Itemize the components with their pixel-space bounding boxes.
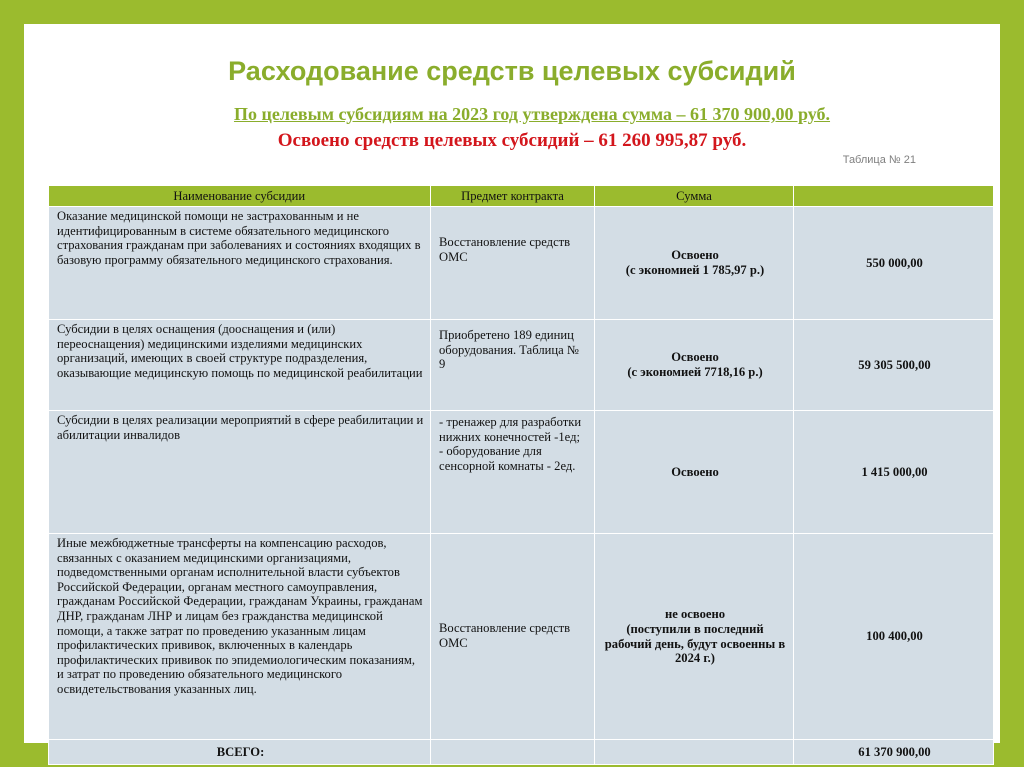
subsidy-name-cell: Субсидии в целях оснащения (дооснащения и (или) переоснащения) медицинскими изделиями медицинских организаций, имеющих в своей структуре подразделения, оказывающие медицинскую помощь по медицинской реабилитации [49, 320, 431, 411]
contract-subject-cell [431, 411, 595, 534]
status-cell [595, 320, 794, 411]
amount-cell: 59 305 500,00 [794, 320, 994, 411]
amount-cell: 100 400,00 [794, 534, 994, 740]
status-text: не освоено (поступили в последний рабочий день, будут освоенны в 2024 г.) [604, 607, 786, 666]
status-cell [595, 207, 794, 320]
total-row [49, 740, 994, 765]
page-title: Расходование средств целевых субсидий [228, 56, 796, 86]
approved-amount-subtitle: По целевым субсидиям на 2023 год утверждена сумма – 61 370 900,00 руб. [233, 104, 831, 124]
status-cell [595, 534, 794, 740]
table-row [49, 411, 994, 534]
spent-amount-subtitle: Освоено средств целевых субсидий – 61 260 995,87 руб. [277, 130, 747, 151]
subsidy-name-cell: Иные межбюджетные трансферты на компенсацию расходов, связанных с оказанием медицинскими организациями, подведомственными органам исполнительной власти субъектов Российской Федерации, органам местного самоуправления, гражданам Российской Федерации, гражданам Украины, гражданам ДНР, гражданам ЛНР и лицам без гражданства медицинской помощи, а также затрат по проведению указанным лицам профилактических прививок, включенных в календарь профилактических прививок по эпидемиологическим показаниям, и затрат по проведению обязательного медицинского освидетельствования указанных лиц. [49, 534, 431, 740]
contract-subject-text: - тренажер для разработки нижних конечностей -1ед; - оборудование для сенсорной комнаты - 2ед. [439, 415, 582, 473]
total-empty-cell [595, 740, 794, 765]
table-header-row [49, 186, 994, 207]
total-empty-cell [431, 740, 595, 765]
amount-cell: 1 415 000,00 [794, 411, 994, 534]
status-text: Освоено (с экономией 1 785,97 р.) [625, 248, 765, 277]
total-amount: 61 370 900,00 [794, 740, 994, 765]
header-sum: Сумма [595, 186, 794, 207]
contract-subject-cell: Восстановление средств ОМС [431, 207, 595, 320]
contract-subject-cell: Приобретено 189 единиц оборудования. Таблица № 9 [431, 320, 595, 411]
subsidies-table [48, 186, 994, 765]
table-row [49, 320, 994, 411]
status-text: Освоено (с экономией 7718,16 р.) [627, 350, 763, 379]
table-row [49, 207, 994, 320]
table-number-label: Таблица № 21 [842, 154, 916, 166]
total-label: ВСЕГО: [49, 740, 431, 765]
status-text: Освоено [671, 464, 719, 479]
header-subsidy-name: Наименование субсидии [49, 186, 431, 207]
header-contract-subject: Предмет контракта [431, 186, 595, 207]
status-cell [595, 411, 794, 534]
header-amount [794, 186, 994, 207]
contract-subject-cell: Восстановление средств ОМС [431, 534, 595, 740]
subsidy-name-cell: Субсидии в целях реализации мероприятий в сфере реабилитации и абилитации инвалидов [49, 411, 431, 534]
subsidy-name-cell: Оказание медицинской помощи не застрахованным и не идентифицированным в системе обязательного медицинского страхования гражданам при заболеваниях и состояниях входящих в базовую программу обязательного медицинского страхования. [49, 207, 431, 320]
amount-cell: 550 000,00 [794, 207, 994, 320]
table-row [49, 534, 994, 740]
